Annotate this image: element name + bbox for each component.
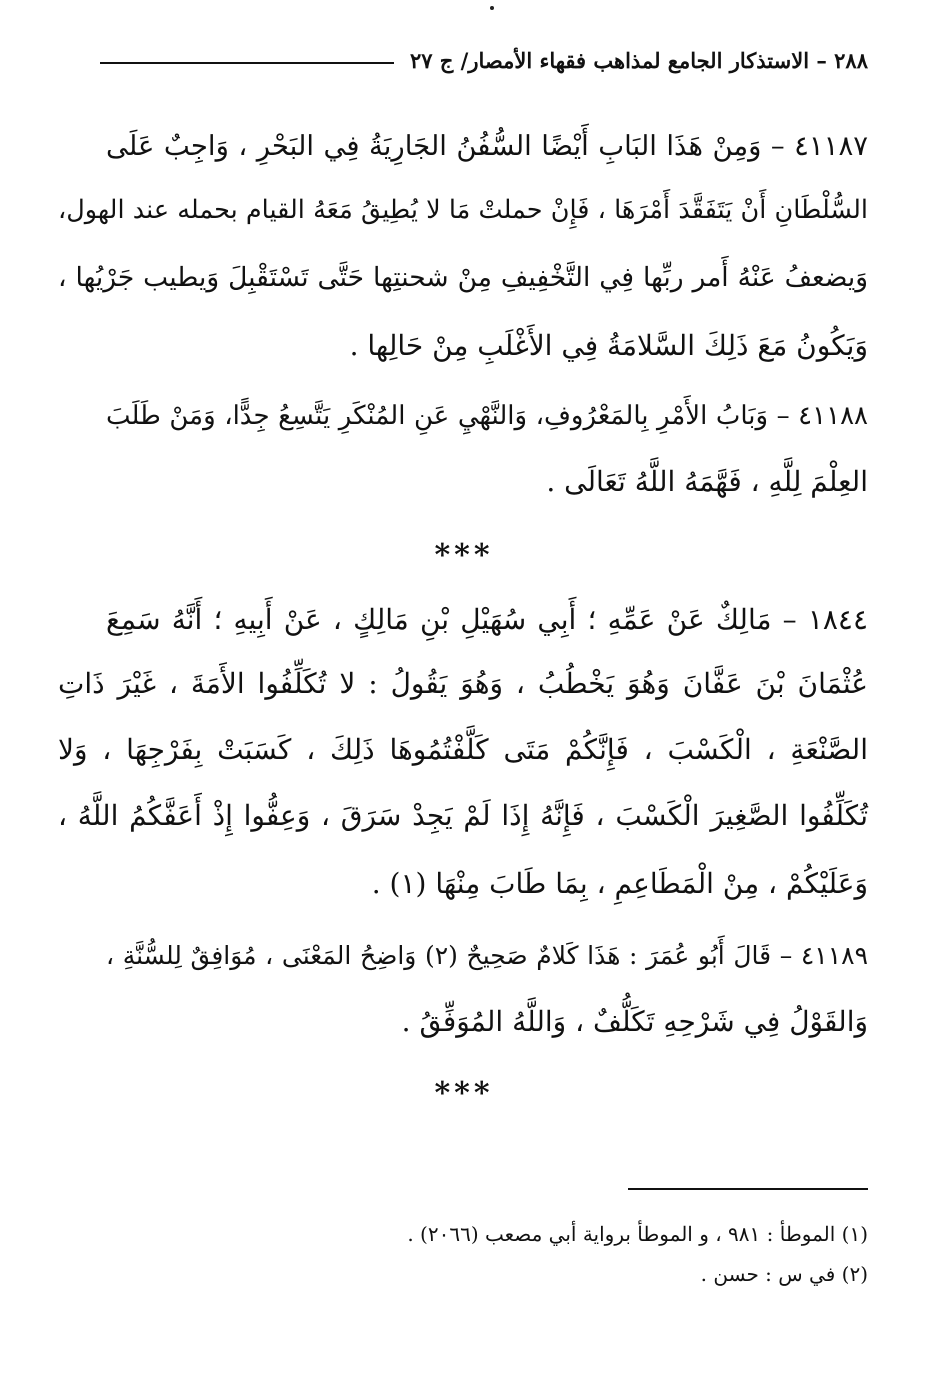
paragraph-41187-line-4: وَيَكُونُ مَعَ ذَلِكَ السَّلامَةُ فِي الأَغْلَبِ مِنْ حَالِها . <box>349 329 868 362</box>
header-rule <box>100 62 394 64</box>
hadith-1844-line-4: تُكَلِّفُوا الصَّغِيرَ الْكَسْبَ ، فَإِنَّهُ إِذَا لَمْ يَجِدْ سَرَقَ ، وَعِفُّوا إِذْ أَعَفَّكُمُ اللَّهُ ، <box>58 799 868 832</box>
page-mark <box>490 6 494 10</box>
section-separator: *** <box>434 538 494 573</box>
paragraph-41189-line-1: ٤١١٨٩ – قَالَ أَبُو عُمَرَ : هَذَا كَلامٌ صَحِيحٌ (٢) وَاضِحُ المَعْنَى ، مُوَافِقٌ لِلسُّنَّةِ ، <box>106 941 868 970</box>
footnote-1: (١) الموطأ : ٩٨١ ، و الموطأ برواية أبي مصعب (٢٠٦٦) . <box>407 1222 868 1246</box>
paragraph-41188-line-2: العِلْمَ لِلَّهِ ، فَهَّمَهُ اللَّهُ تَعَالَى . <box>546 465 868 498</box>
footnote-2: (٢) في س : حسن . <box>700 1262 868 1286</box>
paragraph-41187-line-3: وَيضعفُ عَنْهُ أَمر ربِّها فِي التَّخْفِيفِ مِنْ شحنتِها حَتَّى تَسْتَقْبِلَ وَيطيب جَرْيُها ، <box>58 262 868 293</box>
paragraph-41187-line-1: ٤١١٨٧ – وَمِنْ هَذَا البَابِ أَيْضًا السُّفُنُ الجَارِيَةُ فِي البَحْرِ ، وَاجِبٌ عَلَى <box>106 130 868 162</box>
footnote-rule <box>628 1188 868 1190</box>
running-header <box>100 42 868 78</box>
paragraph-41187-line-2: السُّلْطَانِ أَنْ يَتَفَقَّدَ أَمْرَهَا ، فَإِنْ حملتْ مَا لا يُطِيقُ مَعَهُ القيام بحمله عند الهول، <box>58 195 868 225</box>
hadith-1844-line-3: الصَّنْعَةِ ، الْكَسْبَ ، فَإِنَّكُمْ مَتَى كَلَّفْتُمُوهَا ذَلِكَ ، كَسَبَتْ بِفَرْجِهَا ، وَلا <box>58 733 868 766</box>
paragraph-41189-line-2: وَالقَوْلُ فِي شَرْحِهِ تَكَلُّفٌ ، وَاللَّهُ المُوَفِّقُ . <box>401 1005 868 1038</box>
hadith-1844-line-5: وَعَلَيْكُمْ ، مِنْ الْمَطَاعِمِ ، بِمَا طَابَ مِنْهَا (١) . <box>371 867 868 900</box>
paragraph-41188-line-1: ٤١١٨٨ – وَبَابُ الأَمْرِ بِالمَعْرُوفِ، وَالنَّهْيِ عَنِ المُنْكَرِ يَتَّسِعُ جِدًّا، وَمَنْ طَلَبَ <box>106 401 868 431</box>
hadith-1844-line-2: عُثْمَانَ بْنَ عَفَّانَ وَهُوَ يَخْطُبُ ، وَهُوَ يَقُولُ : لا تُكَلِّفُوا الأَمَةَ ، غَيْرَ ذَاتِ <box>58 667 868 700</box>
hadith-1844-line-1: ١٨٤٤ – مَالِكٌ عَنْ عَمِّهِ ؛ أَبِي سُهَيْلِ بْنِ مَالِكٍ ، عَنْ أَبِيهِ ؛ أَنَّهُ سَمِعَ <box>106 603 868 636</box>
header-title: ٢٨٨ – الاستذكار الجامع لمذاهب فقهاء الأمصار/ ج ٢٧ <box>409 47 868 73</box>
section-separator: *** <box>434 1076 494 1111</box>
